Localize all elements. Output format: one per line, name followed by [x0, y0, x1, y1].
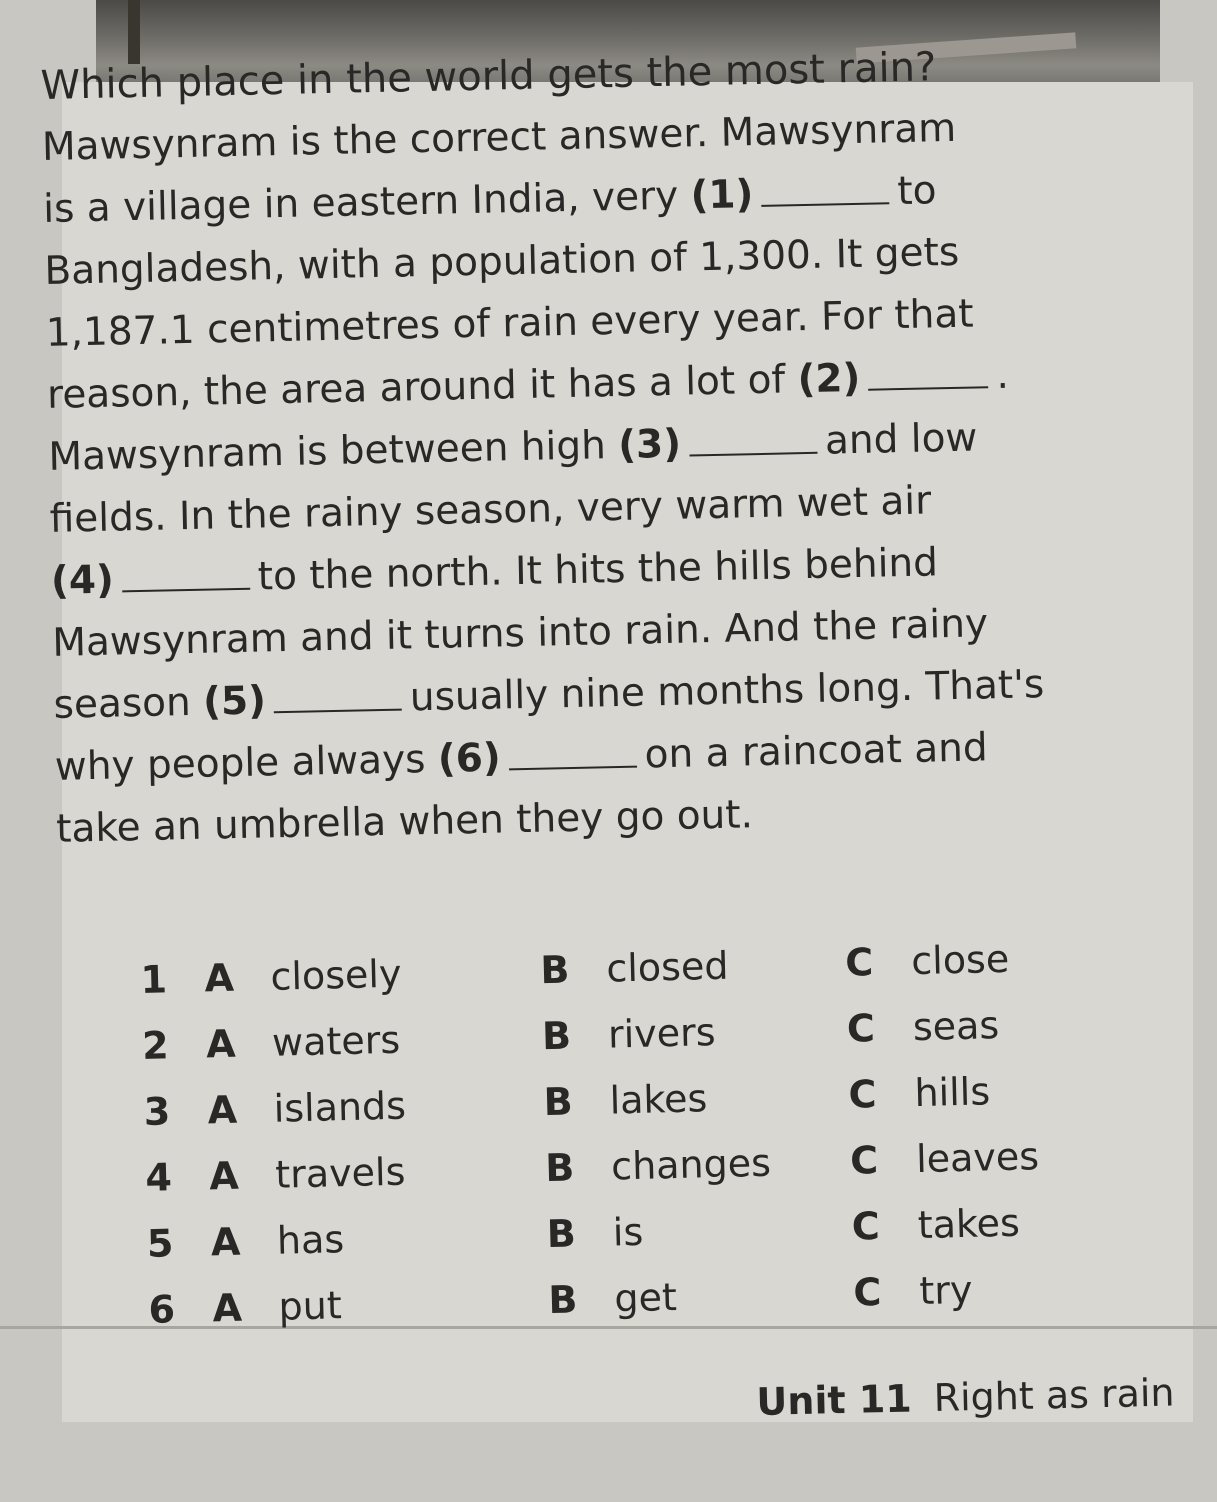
passage: [40, 33, 1107, 861]
option-3a[interactable]: 3 A islands: [143, 1083, 407, 1134]
passage-line: Mawsynram is between high (3) and low: [47, 415, 978, 480]
gap-number-3: (3): [617, 421, 682, 468]
passage-line: fields. In the rainy season, very warm wet air: [49, 478, 932, 542]
passage-line: Bangladesh, with a population of 1,300. It gets: [44, 229, 960, 294]
gap-number-4: (4): [50, 557, 115, 604]
option-6a[interactable]: 6 A put: [148, 1283, 343, 1332]
gap-number-5: (5): [202, 678, 267, 725]
passage-line: is a village in eastern India, very (1) to: [42, 168, 937, 232]
gap-3[interactable]: [689, 422, 818, 457]
passage-line: why people always (6) on a raincoat and: [54, 725, 989, 790]
option-4a[interactable]: 4 A travels: [144, 1149, 406, 1200]
gap-number-2: (2): [797, 355, 861, 403]
option-1a[interactable]: 1 A closely: [140, 951, 402, 1002]
option-4c[interactable]: C leaves: [849, 1134, 1040, 1183]
passage-line: take an umbrella when they go out.: [55, 792, 754, 852]
gap-number-6: (6): [437, 735, 502, 782]
option-2b[interactable]: B rivers: [541, 1009, 716, 1059]
option-6b[interactable]: B get: [547, 1274, 678, 1323]
unit-label: Unit 11: [756, 1376, 913, 1424]
passage-line: reason, the area around it has a lot of (2) .: [46, 352, 1010, 418]
option-5a[interactable]: 5 A has: [146, 1217, 345, 1266]
option-3b[interactable]: B lakes: [543, 1076, 708, 1125]
option-1b[interactable]: B closed: [539, 943, 729, 993]
option-6c[interactable]: C try: [852, 1267, 973, 1315]
unit-title: Right as rain: [933, 1370, 1175, 1420]
option-2a[interactable]: 2 A waters: [141, 1017, 401, 1068]
passage-line: Mawsynram is the correct answer. Mawsynram: [41, 105, 957, 170]
gap-2[interactable]: [868, 356, 989, 391]
passage-line: 1,187.1 centimetres of rain every year. For that: [45, 291, 975, 356]
option-5c[interactable]: C takes: [851, 1200, 1021, 1249]
option-5b[interactable]: B is: [546, 1209, 644, 1257]
gap-number-1: (1): [690, 172, 754, 219]
option-3c[interactable]: C hills: [848, 1069, 991, 1117]
option-2c[interactable]: C seas: [846, 1003, 1000, 1051]
passage-line: Which place in the world gets the most rain?: [40, 44, 937, 109]
gap-4[interactable]: [121, 558, 250, 593]
option-4b[interactable]: B changes: [544, 1140, 772, 1191]
gap-1[interactable]: [761, 172, 890, 207]
answer-options: [140, 935, 1089, 1354]
passage-line: (4) to the north. It hits the hills behind: [50, 540, 939, 604]
passage-line: season (5) usually nine months long. That's: [53, 662, 1045, 728]
gap-5[interactable]: [273, 679, 402, 714]
gap-6[interactable]: [508, 736, 637, 771]
option-1c[interactable]: C close: [844, 936, 1010, 985]
passage-line: Mawsynram and it turns into rain. And the rainy: [51, 601, 989, 666]
